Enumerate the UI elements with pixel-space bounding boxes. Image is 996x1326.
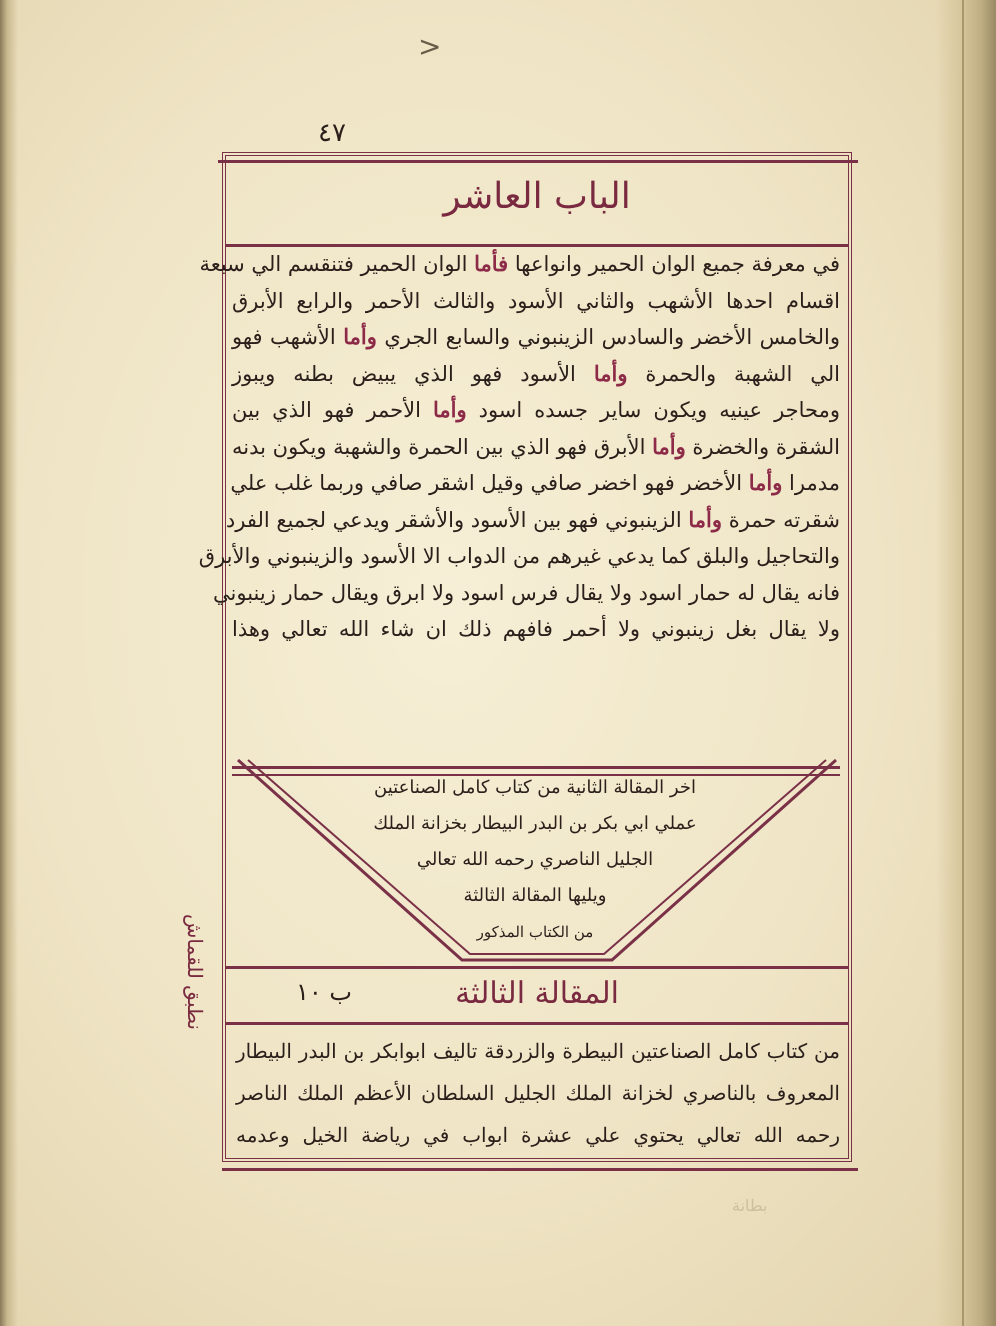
faint-stamp: بطانة	[732, 1196, 768, 1215]
next-page-edge	[962, 0, 964, 1326]
margin-note: نطبق للقماش	[183, 914, 207, 1030]
colophon-line: من الكتاب المذكور	[476, 923, 594, 941]
text-line	[199, 246, 840, 283]
colophon-line: ويليها المقالة الثالثة	[463, 885, 607, 906]
rubric-word: وأما	[688, 506, 723, 532]
text-segment: الشقرة والخضرة	[685, 434, 840, 459]
rubric-word: وأما	[343, 324, 377, 349]
frame-bottom-rule	[222, 1168, 858, 1171]
rubric-word: وأما	[652, 433, 686, 459]
corner-mark: >	[418, 30, 442, 63]
chapter-heading: الباب العاشر	[443, 176, 631, 217]
text-line	[232, 611, 840, 648]
text-segment: الأبرق فهو الذي بين الحمرة والشهبة ويكون بدنه	[232, 434, 653, 459]
text-segment: اقسام احدها الأشهب والثاني الأسود والثالث الأحمر والرابع الأبرق	[232, 288, 840, 313]
rubric-word: وأما	[748, 470, 783, 495]
text-segment: الي الشهبة والحمرة	[627, 361, 840, 386]
section-number: ب ١٠	[296, 978, 353, 1006]
text-segment: الزينبوني فهو بين الأسود والأشقر ويدعي لجميع الفرد	[225, 507, 689, 532]
colophon-line: اخر المقالة الثانية من كتاب كامل الصناعتين	[374, 777, 696, 798]
rubric-word: وأما	[593, 360, 628, 386]
footer-line: من كتاب كامل الصناعتين البيطرة والزردقة تاليف ابوابكر بن البدر البيطار	[236, 1039, 840, 1063]
text-segment: ولا يقال بغل زينبوني ولا أحمر فافهم ذلك ان شاء الله تعالي وهذا	[232, 617, 840, 641]
footer-line: رحمه الله تعالي يحتوي علي عشرة ابواب في رياضة الخيل وعدمه	[236, 1123, 840, 1147]
rubric-word: فأما	[474, 251, 509, 276]
footer-line: المعروف بالناصري لخزانة الملك الجليل السلطان الأعظم الملك الناصر	[236, 1081, 840, 1105]
footer-text	[236, 1030, 840, 1156]
text-segment: ومحاجر عينيه ويكون ساير جسده اسود	[466, 398, 840, 422]
text-segment: الوان الحمير فتنقسم الي سبعة	[199, 252, 475, 276]
text-segment: شقرته حمرة	[722, 507, 840, 532]
text-segment: الأخضر فهو اخضر صافي وقيل اشقر صافي وربما غلب علي	[230, 471, 749, 495]
rubric-word: وأما	[432, 397, 467, 422]
text-line	[225, 502, 840, 539]
page-edge-shadow	[936, 0, 996, 1326]
colophon	[300, 770, 770, 950]
text-line	[213, 575, 840, 612]
text-segment: فانه يقال له حمار اسود ولا يقال فرس اسود ولا ابرق ويقال حمار زينبوني	[213, 580, 840, 605]
text-segment: والخامس الأخضر والسادس الزينبوني والسابع الجري	[376, 325, 840, 349]
binding-gutter	[0, 0, 18, 1326]
text-line	[198, 538, 840, 575]
page-number: ٤٧	[318, 118, 346, 148]
text-segment: في معرفة جميع الوان الحمير وانواعها	[508, 252, 840, 276]
colophon-line: الجليل الناصري رحمه الله تعالي	[416, 849, 654, 870]
section-title: المقالة الثالثة	[455, 976, 619, 1011]
text-line	[232, 392, 840, 429]
text-line	[232, 429, 840, 466]
text-segment: مدمرا	[782, 471, 840, 495]
body-text	[198, 246, 840, 648]
text-line	[232, 465, 840, 502]
text-segment: الأشهب فهو	[232, 325, 344, 349]
colophon-line: عملي ابي بكر بن البدر البيطار بخزانة الملك	[373, 813, 697, 834]
text-segment: والتحاجيل والبلق كما يدعي غيرهم من الدواب الا الأسود والزينبوني والأبرق	[198, 544, 840, 568]
text-segment: الأسود فهو الذي يبيض بطنه ويبوز	[232, 361, 594, 386]
title-band-bottom-rule	[226, 1022, 848, 1025]
text-segment: الأحمر فهو الذي بين	[232, 398, 433, 422]
text-line	[232, 319, 840, 356]
text-line	[232, 283, 840, 320]
text-line	[232, 356, 840, 393]
